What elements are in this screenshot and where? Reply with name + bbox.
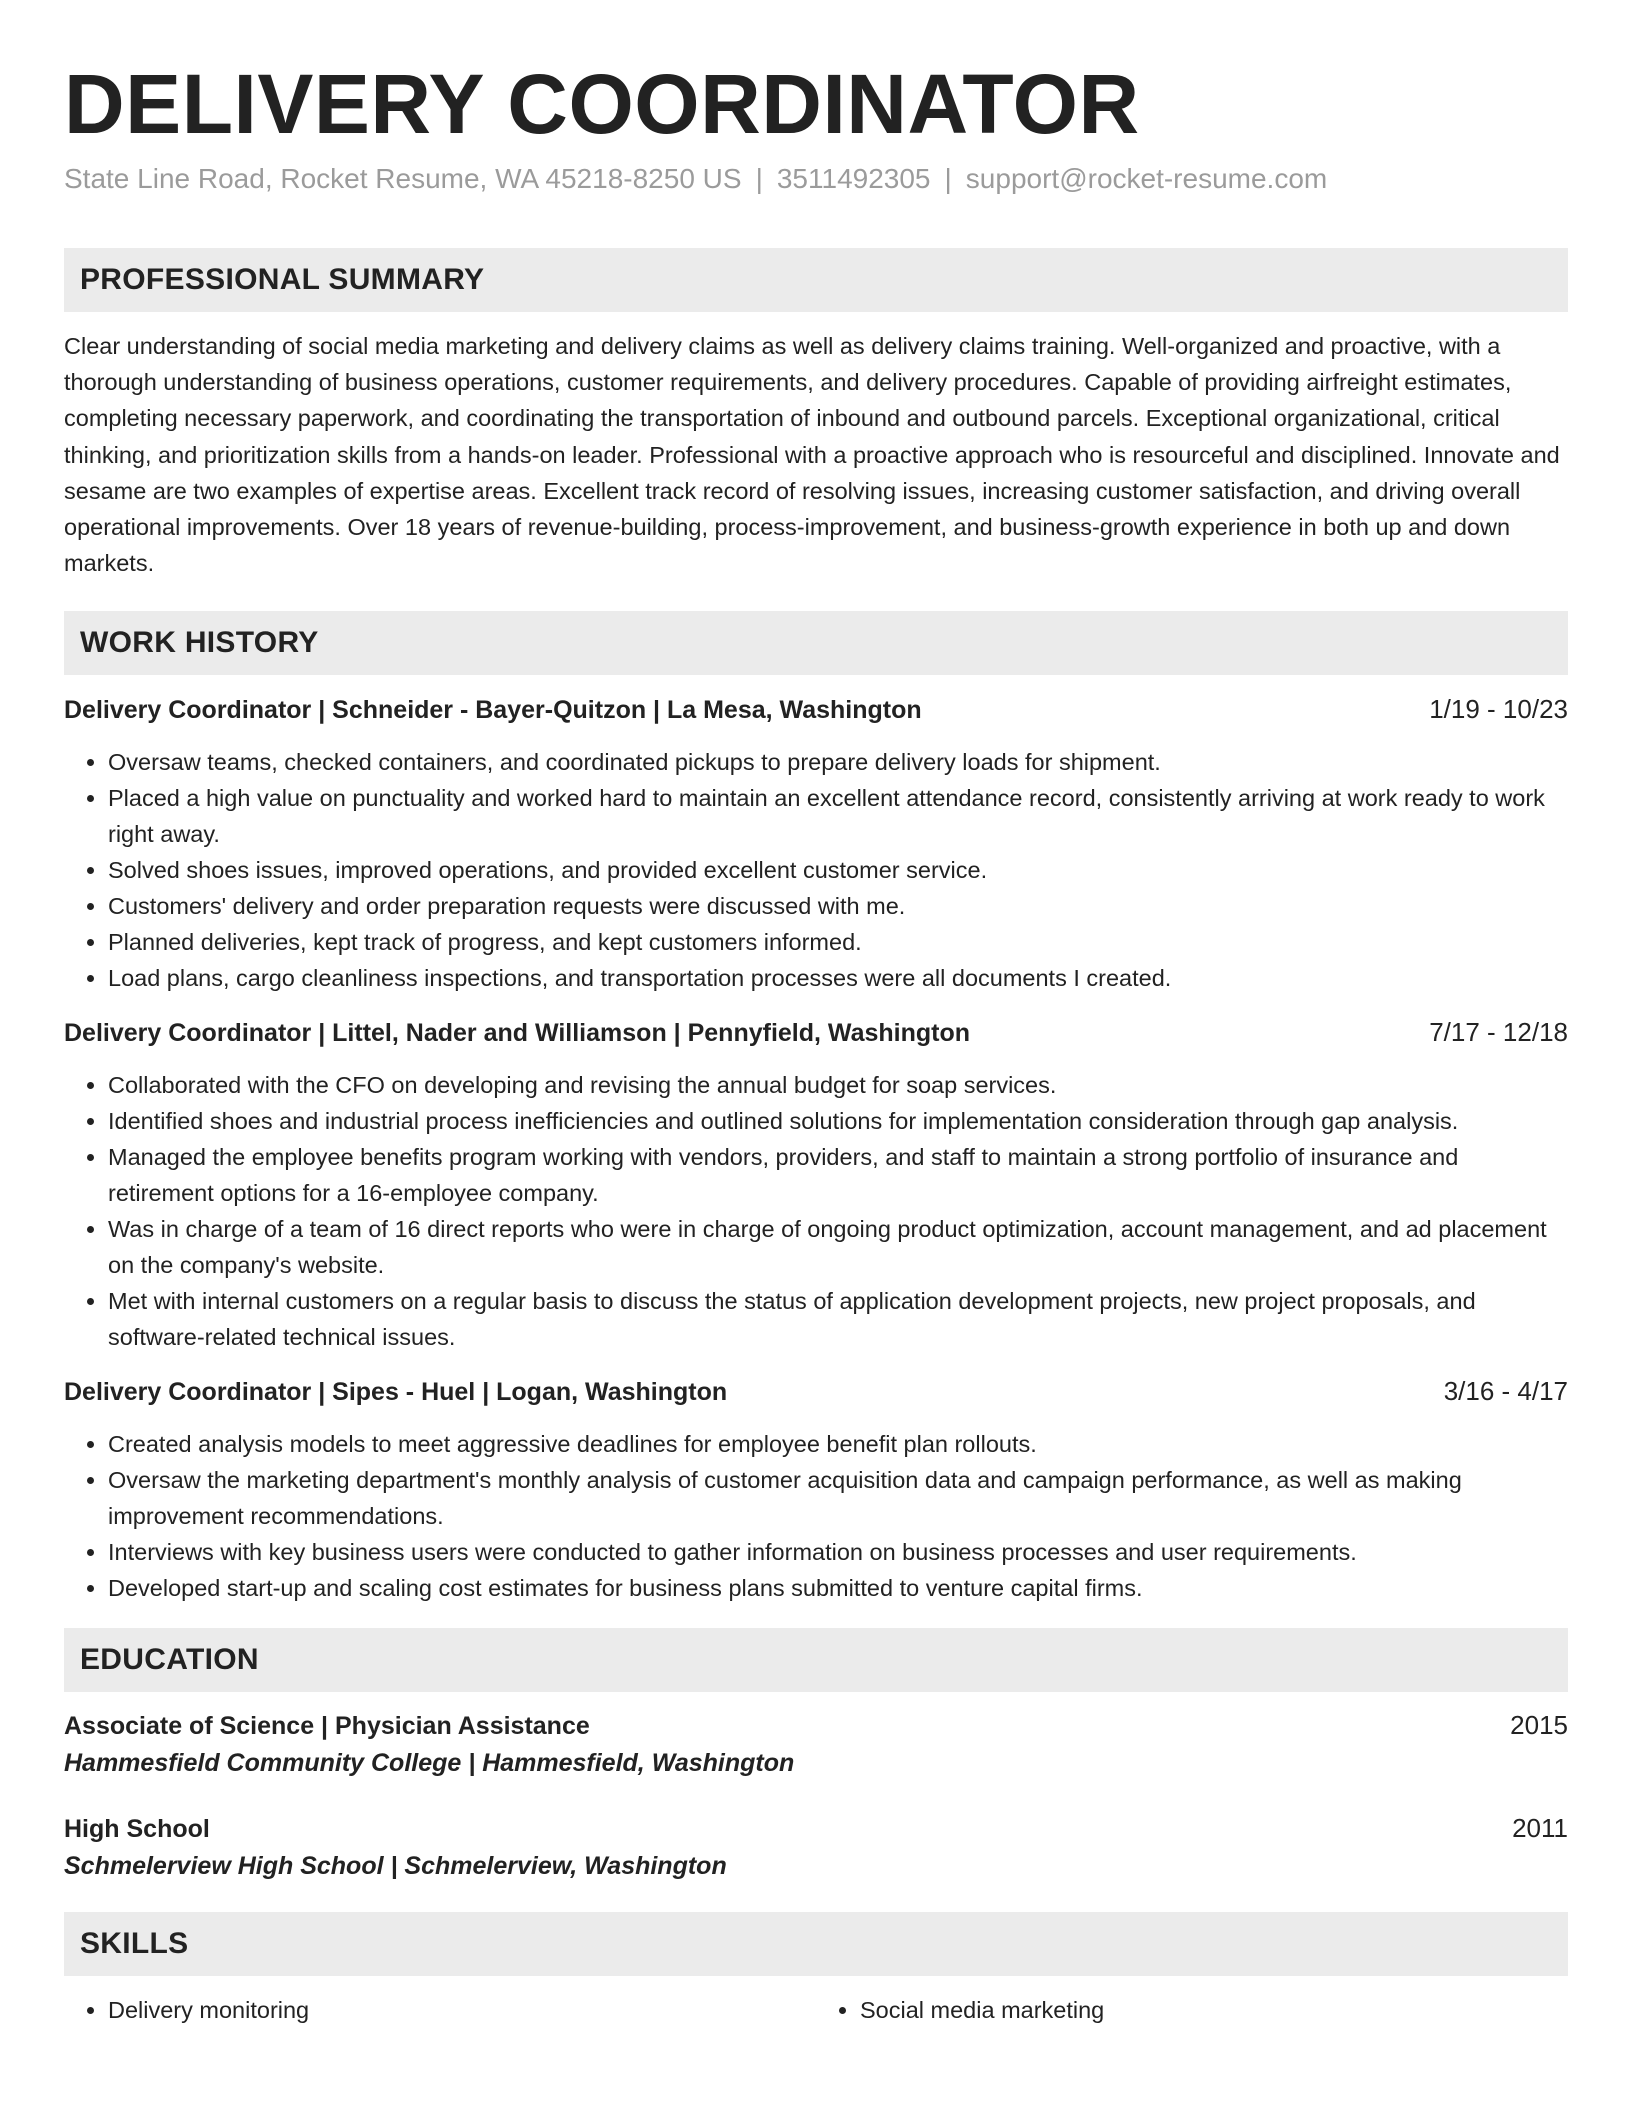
skills-list bbox=[64, 1992, 816, 2028]
candidate-name: DELIVERY COORDINATOR bbox=[64, 57, 1140, 151]
job-bullet: • Developed start-up and scaling cost estimates for business plans submitted to venture capital firms. bbox=[108, 1570, 1568, 1606]
job-title: Delivery Coordinator | Littel, Nader and Williamson | Pennyfield, Washington bbox=[64, 1019, 971, 1048]
job-bullet: • Customers' delivery and order preparation requests were discussed with me. bbox=[108, 888, 1568, 924]
job-entry bbox=[64, 1015, 1568, 1355]
job-title: Delivery Coordinator | Schneider - Bayer-Quitzon | La Mesa, Washington bbox=[64, 696, 922, 725]
job-bullets bbox=[64, 744, 1568, 996]
education-section bbox=[64, 1628, 1568, 1886]
job-header bbox=[64, 692, 1568, 727]
job-bullets bbox=[64, 1426, 1568, 1606]
education-degree: High School bbox=[64, 1815, 210, 1844]
job-bullet: • Managed the employee benefits program working with vendors, providers, and staff to maintain a strong portfolio of insurance and retirement options for a 16-employee company. bbox=[108, 1139, 1568, 1211]
skills-column-right bbox=[816, 1992, 1568, 2028]
job-bullet: • Oversaw teams, checked containers, and coordinated pickups to prepare delivery loads for shipment. bbox=[108, 744, 1568, 780]
job-bullet: • Oversaw the marketing department's monthly analysis of customer acquisition data and campaign performance, as well as making improvement recommendations. bbox=[108, 1462, 1568, 1534]
professional-summary-section bbox=[64, 248, 1568, 581]
job-bullet: • Planned deliveries, kept track of progress, and kept customers informed. bbox=[108, 924, 1568, 960]
education-school: Schmelerview High School | Schmelerview, Washington bbox=[64, 1852, 727, 1881]
education-degree: Associate of Science | Physician Assistance bbox=[64, 1712, 590, 1741]
contact-email[interactable]: support@rocket-resume.com bbox=[965, 163, 1328, 194]
job-bullet: • Was in charge of a team of 16 direct reports who were in charge of ongoing product optimization, account management, and ad placement on the company's website. bbox=[108, 1211, 1568, 1283]
skill-item: • Delivery monitoring bbox=[108, 1992, 816, 2028]
education-header bbox=[64, 1708, 1568, 1743]
skills-column-left bbox=[64, 1992, 816, 2028]
job-header bbox=[64, 1015, 1568, 1050]
education-year: 2015 bbox=[1510, 1710, 1568, 1741]
skill-item: • Social media marketing bbox=[860, 1992, 1568, 2028]
section-heading-skills: SKILLS bbox=[64, 1912, 1568, 1976]
job-header bbox=[64, 1374, 1568, 1409]
job-dates: 7/17 - 12/18 bbox=[1429, 1017, 1568, 1048]
job-title: Delivery Coordinator | Sipes - Huel | Logan, Washington bbox=[64, 1378, 728, 1407]
education-header bbox=[64, 1811, 1568, 1846]
contact-phone: 3511492305 bbox=[776, 163, 931, 194]
section-heading-education: EDUCATION bbox=[64, 1628, 1568, 1692]
work-history-section bbox=[64, 611, 1568, 1606]
job-bullet: • Collaborated with the CFO on developing and revising the annual budget for soap services. bbox=[108, 1067, 1568, 1103]
contact-line bbox=[64, 162, 1568, 196]
education-year: 2011 bbox=[1512, 1813, 1568, 1844]
job-entry bbox=[64, 1374, 1568, 1606]
education-entry bbox=[64, 1811, 1568, 1886]
section-heading-work-history: WORK HISTORY bbox=[64, 611, 1568, 675]
contact-separator: | bbox=[755, 163, 763, 194]
job-bullet: • Identified shoes and industrial process inefficiencies and outlined solutions for implementation consideration through gap analysis. bbox=[108, 1103, 1568, 1139]
section-heading-summary: PROFESSIONAL SUMMARY bbox=[64, 248, 1568, 312]
job-bullet: • Load plans, cargo cleanliness inspections, and transportation processes were all documents I created. bbox=[108, 960, 1568, 996]
contact-separator: | bbox=[944, 163, 952, 194]
job-bullet: • Interviews with key business users were conducted to gather information on business processes and user requirements. bbox=[108, 1534, 1568, 1570]
job-bullet: • Placed a high value on punctuality and worked hard to maintain an excellent attendance record, consistently arriving at work ready to work right away. bbox=[108, 780, 1568, 852]
job-dates: 3/16 - 4/17 bbox=[1443, 1376, 1568, 1407]
job-bullet: • Created analysis models to meet aggressive deadlines for employee benefit plan rollouts. bbox=[108, 1426, 1568, 1462]
job-bullet: • Solved shoes issues, improved operations, and provided excellent customer service. bbox=[108, 852, 1568, 888]
skills-list bbox=[816, 1992, 1568, 2028]
skills-grid bbox=[64, 1992, 1568, 2028]
job-entry bbox=[64, 692, 1568, 996]
job-bullets bbox=[64, 1067, 1568, 1355]
education-entry bbox=[64, 1708, 1568, 1783]
job-dates: 1/19 - 10/23 bbox=[1429, 694, 1568, 725]
education-school: Hammesfield Community College | Hammesfield, Washington bbox=[64, 1749, 795, 1778]
skills-section bbox=[64, 1912, 1568, 2028]
summary-text: Clear understanding of social media marketing and delivery claims as well as delivery claims training. Well-organized and proactive, with a thorough understanding of business operations, customer requirements, and delivery procedures. Capable of providing airfreight estimates, completing necessary paperwork, and coordinating the transportation of inbound and outbound parcels. Exceptional organizational, critical thinking, and prioritization skills from a hands-on leader. Professional with a proactive approach who is resourceful and disciplined. Innovate and sesame are two examples of expertise areas. Excellent track record of resolving issues, increasing customer satisfaction, and driving overall operational improvements. Over 18 years of revenue-building, process-improvement, and business-growth experience in both up and down markets. bbox=[64, 333, 1560, 577]
job-bullet: • Met with internal customers on a regular basis to discuss the status of application development projects, new project proposals, and software-related technical issues. bbox=[108, 1283, 1568, 1355]
contact-address: State Line Road, Rocket Resume, WA 45218-8250 US bbox=[64, 163, 742, 194]
